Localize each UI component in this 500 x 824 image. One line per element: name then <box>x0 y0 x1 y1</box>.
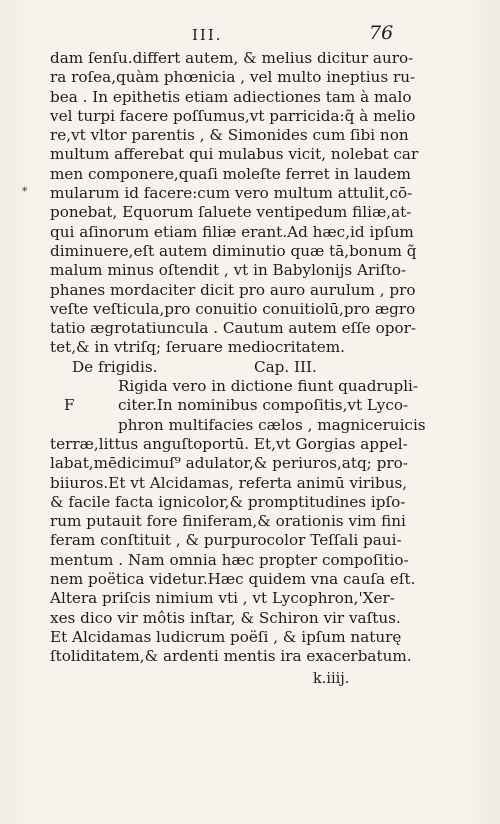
text-line: mularum id facere:cum vero multum attulit,cō- <box>50 184 413 203</box>
drop-cap-block <box>50 377 426 435</box>
text-block-before <box>50 49 419 358</box>
text-line: terræ,littus anguſtoportū. Et,vt Gorgias appel- <box>50 434 408 453</box>
text-line: citer.In nominibus compoſitis,vt Lyco- <box>118 396 409 415</box>
chapter-number: Cap. III. <box>254 357 317 376</box>
text-line: veſte veſticula,pro conuitio conuitiolū,pro ægro <box>50 299 416 318</box>
text-line: tatio ægrotatiuncula . Cautum autem eſſe opor- <box>50 319 417 338</box>
text-line: Et Alcidamas ludicrum poëſi , & ipſum naturę <box>50 627 402 646</box>
text-line: malum minus oſtendit , vt in Babylonijs Ariſto- <box>50 261 407 280</box>
text-line: multum afferebat qui mulabus vicit, nolebat car <box>50 145 419 164</box>
text-line: phron multifacies cælos , magniceruicis <box>118 415 426 434</box>
text-line: rum putauit fore finiferam,& orationis vim fini <box>50 512 406 531</box>
text-block-after <box>50 434 416 667</box>
chapter-title: De frigidis. <box>72 357 158 376</box>
text-line: diminuere,eſt autem diminutio quæ tā,bonum q̃ <box>50 241 417 260</box>
text-line: ſtoliditatem,& ardenti mentis ira exacerbatum. <box>50 647 412 666</box>
text-line: tet,& in vtriſq; ſeruare mediocritatem. <box>50 338 345 357</box>
margin-mark: * <box>22 185 28 198</box>
signature-number: III. <box>192 26 223 44</box>
text-line: men componere,quaſi moleſte ferret in laudem <box>50 164 411 183</box>
text-line: mentum . Nam omnia hæc propter compoſitio- <box>50 550 409 569</box>
text-line: labat,mēdicimuſ⁹ adulator,& periuros,atq; pro- <box>50 454 408 473</box>
chapter-heading <box>50 358 390 377</box>
text-line: qui aſinorum etiam filiæ erant.Ad hæc,id ipſum <box>50 222 414 241</box>
text-line: vel turpi facere poſſumus,vt parricida:q̃ à melio <box>50 106 416 125</box>
drop-cap-letter: F <box>64 396 75 415</box>
body-text <box>50 49 426 667</box>
text-line: bea . In epithetis etiam adiectiones tam à malo <box>50 87 412 106</box>
text-line: feram conſtituit , & purpurocolor Teſſali paui- <box>50 531 402 550</box>
text-line: xes dico vir môtis inſtar, & Schiron vir vaſtus. <box>50 608 401 627</box>
text-line: Altera priſcis nimium vti , vt Lycophron,'Xer- <box>50 589 395 608</box>
text-line: ra roſea,quàm phœnicia , vel multo ineptius ru- <box>50 68 416 87</box>
text-line: nem poëtica videtur.Hæc quidem vna cauſa eſt. <box>50 570 416 589</box>
text-line: phanes mordaciter dicit pro auro aurulum , pro <box>50 280 416 299</box>
folio-number: 76 <box>369 22 394 44</box>
text-line: & facile facta ignicolor,& promptitudines ipſo- <box>50 492 406 511</box>
signature-mark: k.iiij. <box>313 671 350 687</box>
text-line: dam ſenſu.differt autem, & melius dicitur auro- <box>50 49 414 67</box>
running-head <box>0 22 500 48</box>
drop-row <box>50 396 409 415</box>
drop-row <box>50 415 426 435</box>
text-line: Rigida vero in dictione fiunt quadrupli- <box>118 377 419 396</box>
text-line: re,vt vltor parentis , & Simonides cum ſibi non <box>50 126 409 145</box>
drop-row <box>50 377 419 396</box>
text-line: ponebat, Equorum ſaluete ventipedum filiæ,at- <box>50 203 412 222</box>
text-line: biiuros.Et vt Alcidamas, referta animū viribus, <box>50 473 408 492</box>
